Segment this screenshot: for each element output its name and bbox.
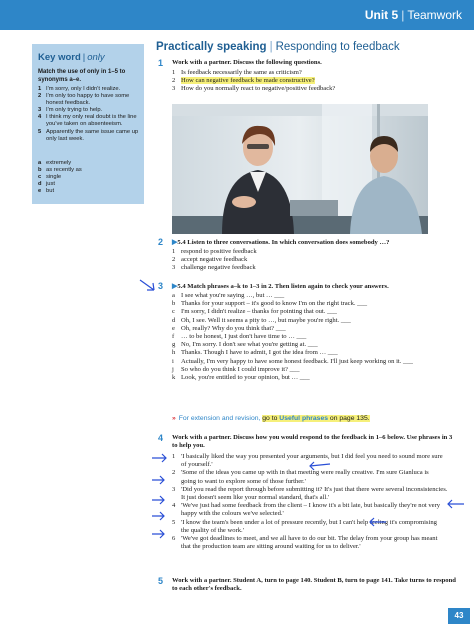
exercise-instruction: ▶5.4 Listen to three conversations. In which conversation does somebody …? [172,238,390,246]
list-item: e but [38,188,55,195]
pen-arrow-mark [150,452,170,464]
exercise-instruction: Work with a partner. Student A, turn to page 140. Student B, turn to page 141. Take turns to respond to each other's feedback. [172,577,456,593]
list-item: k Look, you're entitled to your opinion, but … ___ [172,374,310,382]
exercise-instruction: Work with a partner. Discuss the following questions. [172,59,322,66]
list-item: i Actually, I'm very happy to have some honest feedback. I'll just keep working on it. ___ [172,357,413,365]
list-item: d Oh, I see. Well it seems a pity to …, but maybe you're right. ___ [172,316,351,324]
pen-arrow-mark [150,474,168,486]
key-word-sentences [38,86,142,143]
key-word-synonyms [38,160,142,195]
list-item: b as recently as [38,167,82,174]
key-word-instruction: Match the use of only in 1–5 to synonyms a–e. [38,69,126,83]
list-item: 5 Apparently the same issue came up only last week. [38,128,139,142]
list-item: 2 I'm only too happy to have some honest feedback. [38,93,130,107]
list-item: 5 'I know the team's been under a lot of pressure recently, but I can't help feeling it's compromising the quality of the work.' [172,518,437,534]
exercise-instruction: Work with a partner. Discuss how you would respond to the feedback in 1–6 below. Use phrases in 3 to help you. [172,434,453,450]
exercise-number: 1 [158,58,164,68]
exercise-number: 2 [158,237,164,247]
list-item: c I'm sorry, I didn't realize – thanks for pointing that out. ___ [172,308,337,316]
list-item: 3 How do you normally react to negative/positive feedback? [172,85,336,93]
audio-icon: ▶ [172,282,178,290]
page-number: 43 [448,608,470,624]
photo-illustration [172,104,428,234]
pen-arrow-mark [444,498,466,510]
exercise-number: 5 [158,576,164,586]
pen-arrow-mark [150,494,168,506]
list-item: 1 'I basically liked the way you presented your arguments, but I did feel you need to sound more sure of yourself.' [172,453,443,469]
list-item: 1 respond to positive feedback [172,248,257,255]
list-item: f … to be honest, I just don't have time to … ___ [172,333,307,341]
highlighted-text: How can negative feedback be made constructive? [181,77,315,85]
pen-arrow-mark [366,516,388,528]
pen-arrow-mark [306,460,332,472]
list-item: 1 Is feedback necessarily the same as criticism? [172,69,302,76]
list-item: e Oh, really? Why do you think that? ___ [172,324,286,332]
exercise-number: 4 [158,433,164,443]
useful-phrases-link[interactable]: go to Useful phrases on page 135. [262,415,370,422]
chevron-right-icon: » [172,415,176,422]
list-item: c single [38,174,62,181]
exercise-number: 3 [158,281,164,291]
extension-note: » For extension and revision, go to Useful phrases on page 135. [172,415,370,422]
list-item: 3 'Did you read the report through before submitting it? It's just that there were several inconsistencies. It just doesn't seem like your normal standard, that's all.' [172,485,448,502]
list-item: 4 'We've just had some feedback from the client – I know it's a bit late, but basically they're not very happy with the colours we've selected.' [172,502,441,518]
list-item: 2 'Some of the ideas you came up with in that meeting were really creative. I'm sure Gianluca is going to want to explore some of those further.' [172,469,429,485]
pen-arrow-mark [150,510,168,522]
exercise-instruction: ▶5.4 Match phrases a–k to 1–3 in 2. Then listen again to check your answers. [172,282,389,290]
list-item: 2 How can negative feedback be made constructive? [172,77,315,85]
audio-icon: ▶ [172,238,178,246]
list-item: a extremely [38,160,72,166]
list-item: b Thanks for your support – it's good to know I'm on the right track. ___ [172,300,368,308]
list-item: j So who do you think I could improve it? ___ [172,365,300,373]
unit-label: Unit 5 | Teamwork [364,8,462,22]
pen-arrow-mark [138,278,160,294]
list-item: 3 challenge negative feedback [172,264,256,272]
page-title: Practically speaking | Responding to feedback [156,41,400,53]
key-word-title: Key word | only [38,52,105,63]
unit-header [0,0,474,30]
list-item: d just [38,181,56,188]
office-meeting-photo [172,104,428,234]
key-word-box [32,44,144,204]
list-item: 4 I think my only real doubt is the line you've taken on absenteeism. [38,114,137,128]
list-item: 6 'We've got deadlines to meet, and we all have to do our bit. The delay from your group has meant that the production team are sitting around waiting for us to deliver.' [172,535,438,551]
pen-arrow-mark [150,528,168,540]
list-item: 2 accept negative feedback [172,256,248,264]
list-item: g No, I'm sorry. I don't see what you're getting at. ___ [172,341,318,349]
list-item: h Thanks. Though I have to admit, I got the idea from … ___ [172,349,338,357]
list-item: 1 I'm sorry, only I didn't realize. [38,86,121,92]
list-item: a I see what you're saying …, but … ___ [172,292,285,299]
list-item: 3 I'm only trying to help. [38,107,103,114]
